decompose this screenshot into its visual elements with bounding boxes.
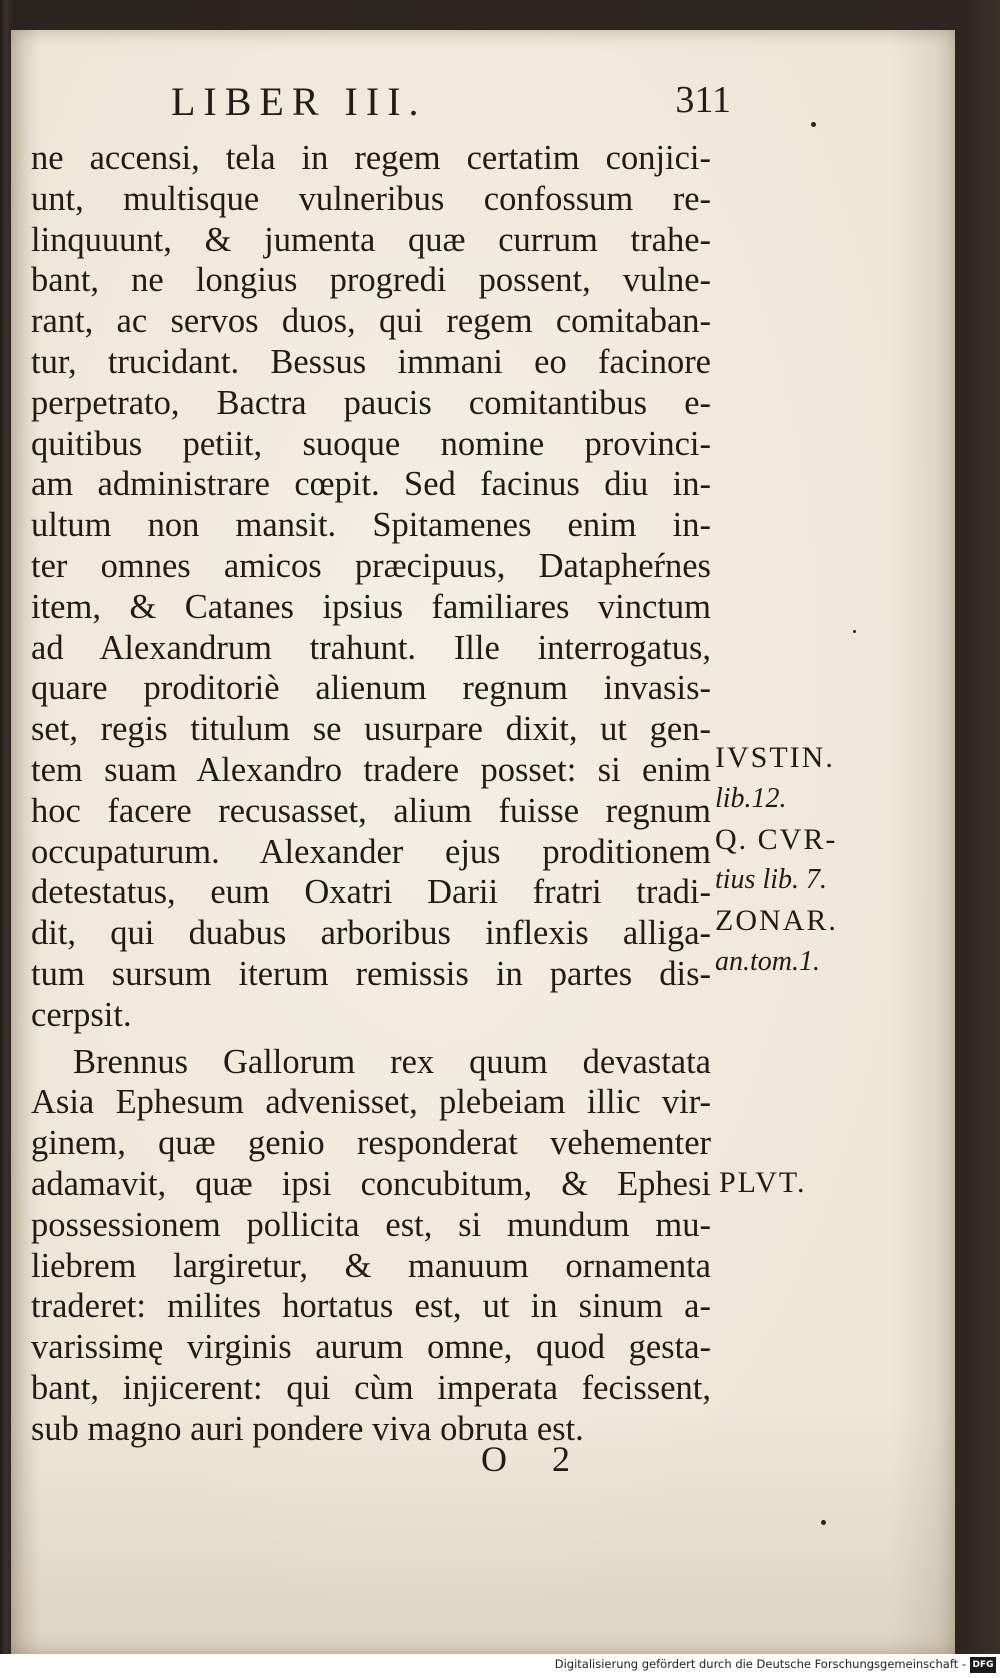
- footer-credit: Digitalisierung gefördert durch die Deutsche Forschungsgemeinschaft -: [554, 1657, 966, 1671]
- footer-bar: [0, 1654, 1000, 1678]
- signature-mark: O 2: [481, 1439, 588, 1479]
- text-line: quitibus petiit, suoque nomine provinci-: [31, 424, 711, 463]
- text-line: sub magno auri pondere viva obruta est.: [31, 1409, 584, 1448]
- ink-speck: [811, 122, 816, 127]
- text-line: linquuunt, & jumenta quæ currum trahe-: [31, 220, 711, 259]
- text-line: tur, trucidant. Bessus immani eo facinore: [31, 342, 711, 381]
- book-page: [11, 30, 955, 1654]
- text-line: traderet: milites hortatus est, ut in sinum a-: [31, 1287, 711, 1326]
- text-line: am administrare cœpit. Sed facinus diu in-: [31, 465, 711, 504]
- text-line: hoc facere recusasset, alium fuisse regnum: [31, 791, 711, 830]
- paragraph-start-line: Brennus Gallorum rex quum devastata: [73, 1042, 711, 1081]
- text-line: quare proditoriè alienum regnum invasis-: [31, 669, 711, 708]
- text-line: cerpsit.: [31, 995, 132, 1034]
- text-line: perpetrato, Bactra paucis comitantibus e-: [31, 383, 711, 422]
- margin-note: an.tom.1.: [715, 945, 820, 977]
- ink-speck: [821, 1520, 826, 1525]
- text-line: ultum non mansit. Spitamenes enim in-: [31, 506, 711, 545]
- running-head: [171, 78, 731, 128]
- text-line: possessionem pollicita est, si mundum mu-: [31, 1205, 711, 1244]
- margin-note: ZONAR.: [715, 904, 838, 938]
- text-line: detestatus, eum Oxatri Darii fratri tradi-: [31, 873, 711, 912]
- text-line: bant, injicerent: qui cùm imperata fecissent,: [31, 1368, 711, 1407]
- text-line: ne accensi, tela in regem certatim conjici-: [31, 139, 711, 177]
- text-line: set, regis titulum se usurpare dixit, ut gen-: [31, 710, 711, 749]
- text-line: varissimę virginis aurum omne, quod gesta-: [31, 1328, 711, 1367]
- running-head-title: LIBER III.: [171, 79, 427, 124]
- text-line: ter omnes amicos præcipuus, Datapheŕnes: [31, 546, 711, 585]
- text-line: rant, ac servos duos, qui regem comitaban-: [31, 302, 711, 341]
- ink-speck: [853, 630, 856, 633]
- margin-note: IVSTIN.: [715, 741, 835, 774]
- text-line: tem suam Alexandro tradere posset: si enim: [31, 750, 711, 789]
- margin-note: lib.12.: [715, 782, 787, 814]
- page-number: 311: [675, 79, 731, 121]
- text-line: unt, multisque vulneribus confossum re-: [31, 179, 711, 218]
- dfg-logo: DFG: [970, 1657, 996, 1673]
- margin-note: Q. CVR-: [715, 822, 838, 856]
- text-line: liebrem largiretur, & manuum ornamenta: [31, 1246, 711, 1285]
- text-line: tum sursum iterum remissis in partes dis-: [31, 954, 711, 993]
- margin-notes: [715, 738, 875, 983]
- text-line: item, & Catanes ipsius familiares vinctum: [31, 587, 711, 626]
- text-line: bant, ne longius progredi possent, vulne-: [31, 261, 711, 300]
- text-line: adamavit, quæ ipsi concubitum, & Ephesi: [31, 1164, 711, 1203]
- text-line: ginem, quæ genio responderat vehementer: [31, 1124, 711, 1163]
- margin-note-plut: PLVT.: [719, 1166, 807, 1199]
- text-line: ad Alexandrum trahunt. Ille interrogatus,: [31, 628, 711, 667]
- main-text: [31, 138, 711, 1450]
- text-line: occupaturum. Alexander ejus proditionem: [31, 832, 711, 871]
- text-line: dit, qui duabus arboribus inflexis alliga-: [31, 914, 711, 953]
- margin-note: tius lib. 7.: [715, 864, 828, 896]
- text-line: Asia Ephesum advenisset, plebeiam illic vir-: [31, 1083, 711, 1122]
